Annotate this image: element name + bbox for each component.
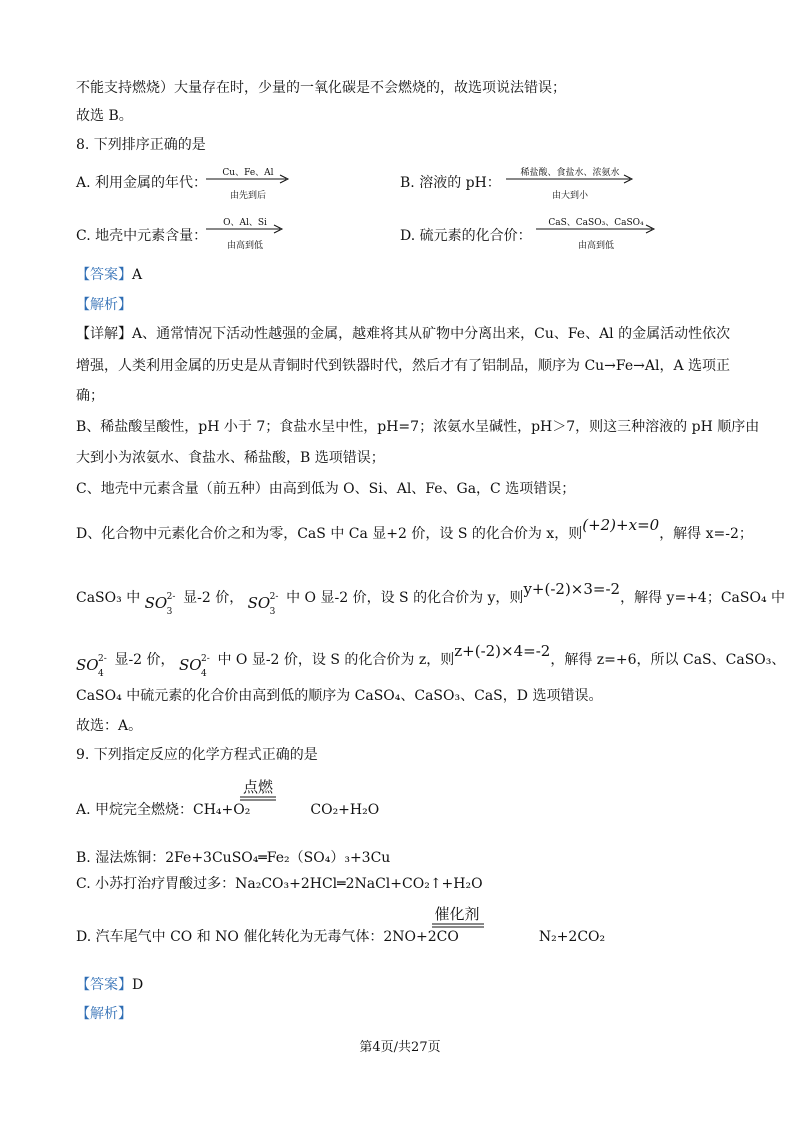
equation-right: CO₂+H₂O [310,802,380,818]
ion-base: SO [179,656,202,674]
answer-tag: 【答案】 [76,977,132,993]
arrow-top-text: CaS、CaSO₃、CaSO₄ [548,218,644,228]
text-segment: CaSO₃ 中 [76,590,141,606]
text-line: B、稀盐酸呈酸性，pH 小于 7；食盐水呈中性，pH=7；浓氨水呈碱性，pH＞7，则这三种溶液的 pH 顺序由 [76,419,760,435]
text-line: 故选 B。 [76,108,133,124]
ion-subscript: 4 [98,669,104,679]
arrow-icon [506,174,634,184]
ion-charge: 2- [98,654,107,664]
sulfate-ion [76,648,110,679]
arrow-top-text: Cu、Fe、Al [222,168,274,178]
sulfite-ion [247,586,282,617]
q8-option-d-label: D. 硫元素的化合价： [400,228,532,244]
sulfate-ion [179,648,213,679]
ion-base: SO [247,594,271,612]
text-line [76,515,753,544]
reaction-condition: 催化剂 [434,905,480,923]
text-line: 故选：A。 [76,718,143,734]
equation: y+(-2)×3=-2 [523,580,621,598]
text-segment: ，解得 x=-2； [659,526,753,542]
arrow-top-text: 稀盐酸、食盐水、浓氨水 [520,168,620,178]
text-line: 确； [76,388,104,404]
answer-value: D [132,977,144,993]
question-8-title: 8. 下列排序正确的是 [76,137,206,153]
answer-line [76,265,142,285]
answer-line [76,975,143,995]
reaction-condition: 点燃 [242,778,273,796]
analysis-tag-text: 【解析】 [76,1006,132,1022]
arrow-icon [206,174,290,184]
detail-line [76,324,730,344]
equation: z+(-2)×4=-2 [454,642,551,660]
q8-option-a-arrow [206,165,290,205]
text-line: C、地壳中元素含量（前五种）由高到低为 O、Si、Al、Fe、Ga，C 选项错误； [76,481,576,497]
ion-subscript: 3 [166,607,173,617]
analysis-tag-text: 【解析】 [76,297,132,313]
arrow-bottom-text: 由先到后 [229,191,266,201]
page-footer: 第4页/共27页 [359,1040,441,1055]
text-segment: 显-2 价， [183,590,244,606]
q8-option-d-arrow [536,215,656,255]
arrow-icon [536,224,656,234]
analysis-tag [76,295,132,315]
text-segment: 显-2 价， [114,652,175,668]
arrow-icon [206,224,284,234]
text-line: 增强，人类利用金属的历史是从青铜时代到铁器时代，然后才有了铝制品，顺序为 Cu→Fe→Al，A 选项正 [76,358,731,374]
text-line [76,638,786,679]
q9-option-b: B. 湿法炼铜：2Fe+3CuSO₄═Fe₂（SO₄）₃+3Cu [76,850,391,866]
equation-left: D. 汽车尾气中 CO 和 NO 催化转化为无毒气体：2NO+2CO [76,929,459,945]
equals-sign [432,923,484,929]
ion-charge: 2- [166,592,176,602]
ion-base: SO [144,594,168,612]
equation-left: A. 甲烷完全燃烧：CH₄+O₂ [76,802,251,818]
arrow-top-text: O、Al、Si [223,218,267,228]
question-9-title: 9. 下列指定反应的化学方程式正确的是 [76,747,318,763]
detail-tag: 【详解】 [76,326,132,342]
ion-charge: 2- [201,654,210,664]
equation: (+2)+x=0 [582,516,660,534]
q8-option-c-arrow [206,215,284,255]
equation-right: N₂+2CO₂ [538,929,606,945]
text-segment: D、化合物中元素化合价之和为零，CaS 中 Ca 显+2 价，设 S 的化合价为 x，则 [76,526,583,542]
ion-base: SO [76,656,99,674]
text-segment: 中 O 显-2 价，设 S 的化合价为 y，则 [286,590,524,606]
sulfite-ion [144,586,179,617]
q9-option-d [76,927,605,947]
ion-subscript: 3 [269,607,276,617]
q8-option-b-arrow [506,165,634,205]
q9-option-c: C. 小苏打治疗胃酸过多：Na₂CO₃+2HCl═2NaCl+CO₂↑+H₂O [76,876,483,892]
text-line: 大到小为浓氨水、食盐水、稀盐酸，B 选项错误； [76,450,385,466]
text-line [76,576,786,617]
arrow-bottom-text: 由高到低 [577,241,614,251]
ion-charge: 2- [269,592,279,602]
q9-option-a [76,800,379,820]
arrow-bottom-text: 由高到低 [226,241,263,251]
text-segment: ，解得 z=+6，所以 CaS、CaSO₃、 [550,652,786,668]
text-segment: ，解得 y=+4；CaSO₄ 中 [620,590,786,606]
text-line: 不能支持燃烧）大量存在时，少量的一氧化碳是不会燃烧的，故选项说法错误； [76,80,566,96]
analysis-tag [76,1004,132,1024]
q8-option-a-label: A. 利用金属的年代： [76,175,208,191]
equals-sign [240,796,276,802]
q8-option-c-label: C. 地壳中元素含量： [76,228,208,244]
arrow-bottom-text: 由大到小 [551,191,588,201]
ion-subscript: 4 [201,669,207,679]
text-line: CaSO₄ 中硫元素的化合价由高到低的顺序为 CaSO₄、CaSO₃、CaS，D 选项错误。 [76,688,603,704]
text-segment: 中 O 显-2 价，设 S 的化合价为 z，则 [217,652,455,668]
answer-tag: 【答案】 [76,267,132,283]
answer-value: A [132,267,143,283]
detail-text: A、通常情况下活动性越强的金属，越难将其从矿物中分离出来，Cu、Fe、Al 的金属活动性依次 [132,326,731,342]
q8-option-b-label: B. 溶液的 pH： [400,175,501,191]
